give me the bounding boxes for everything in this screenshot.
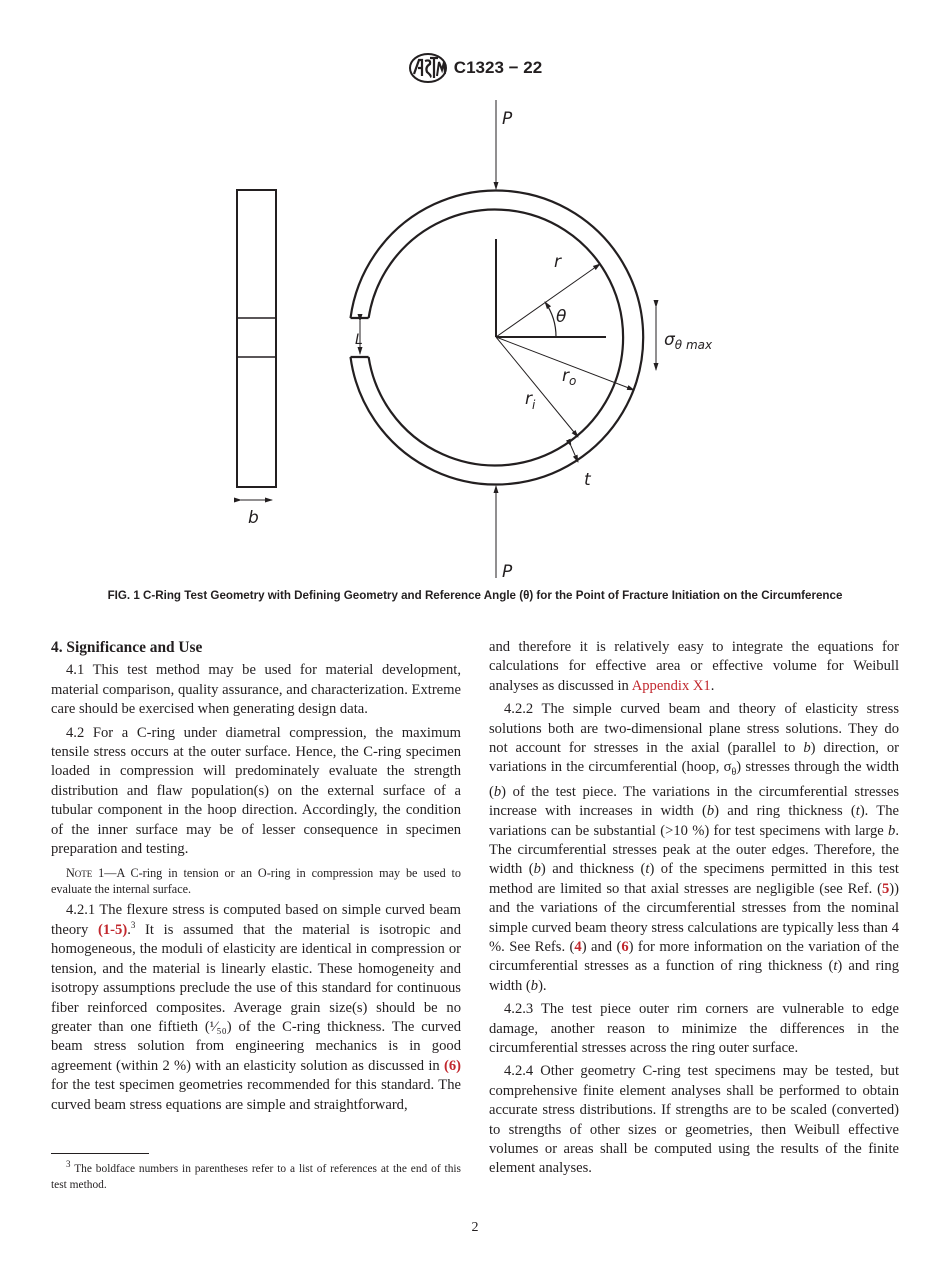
reference-link-1-5[interactable]: (1-5) bbox=[98, 921, 128, 938]
text-span: ). The variations can be substantial (>10 %) for test specimens with large bbox=[489, 803, 899, 839]
text-span: ) of the test piece. The variations in the circumferential stresses increase with increases in width ( bbox=[489, 783, 899, 820]
var-b: b bbox=[888, 822, 896, 839]
text-span: 4.2.2 The simple curved beam and theory of elasticity stress solutions both are two-dimensional plane stress solutions. They do not account for stresses in the axial (parallel to bbox=[489, 701, 899, 757]
var-t: t bbox=[855, 803, 860, 820]
side-view-specimen bbox=[237, 190, 276, 500]
note-label: Note 1 bbox=[66, 866, 105, 881]
footnote-mark: 3 bbox=[66, 1159, 71, 1170]
text-span: ) direction, or variations in the circumferential (hoop, σ bbox=[489, 740, 899, 776]
paragraph-4-2-2 bbox=[489, 700, 899, 996]
radius-label: r bbox=[554, 252, 561, 272]
var-t: t bbox=[833, 958, 838, 975]
text-span: ) for more information on the variation of the circumferential stresses as a function of ring thickness ( bbox=[489, 939, 899, 975]
width-label: b bbox=[248, 508, 259, 528]
footnote-3 bbox=[51, 1159, 461, 1193]
footnote-divider bbox=[51, 1153, 149, 1154]
paragraph-4-1: 4.1 This test method may be used for material development, material comparison, quality assurance, and characterization. Extreme care should be exercised when generating design data. bbox=[51, 662, 461, 718]
paragraph-4-2-4: 4.2.4 Other geometry C-ring test specimens may be tested, but comprehensive finite element analyses shall be performed to obtain accurate stress distributions. If strengths are to be scaled (converted) to strengths of other sizes or geometries, then Weibull effective volumes or areas shall be computed using the results of the finite element analyses. bbox=[489, 1063, 899, 1177]
appendix-x1-link[interactable]: Appendix X1 bbox=[631, 677, 711, 694]
astm-logo-icon bbox=[408, 52, 448, 84]
reference-link-6[interactable]: 6 bbox=[621, 939, 629, 955]
load-bottom-label: P bbox=[502, 562, 513, 582]
paragraph-4-2: 4.2 For a C-ring under diametral compression, the maximum tensile stress occurs at the outer surface. Hence, the C-ring specimen loaded in compression will predominately evaluate the strength distribution and flaw population(s) on the external surface of a tubular component in the hoop direction. Accordingly, the condition of the inner surface may be of lesser consequence in specimen preparation and testing. bbox=[51, 724, 461, 858]
text-span: ) of the specimens permitted in this test method are limited so that axial stresses are negligible (see Ref. ( bbox=[489, 861, 899, 897]
reference-link-4[interactable]: 4 bbox=[574, 939, 582, 955]
var-b: b bbox=[803, 740, 811, 757]
paragraph-4-2-1 bbox=[51, 901, 461, 1114]
footnote-marker[interactable]: 3 bbox=[130, 920, 136, 931]
text-span: ) and thickness ( bbox=[540, 861, 646, 878]
text-span: and therefore it is relatively easy to integrate the equations for calculations for effective area or effective volume for Weibull analyses as discussed in bbox=[489, 639, 899, 694]
text-span: 4.2.1 The flexure stress is computed based on simple curved beam theory bbox=[51, 902, 461, 938]
footnote-text: The boldface numbers in parentheses refer to a list of references at the end of this test method. bbox=[51, 1163, 461, 1191]
text-span: ) and ( bbox=[581, 939, 622, 955]
paragraph-4-2-3: 4.2.3 The test piece outer rim corners are vulnerable to edge damage, another reason to minimize the differences in the circumferential stresses across the ring outer surface. bbox=[489, 1001, 899, 1057]
var-t: t bbox=[645, 861, 650, 878]
standard-code: C1323 − 22 bbox=[453, 58, 543, 77]
inner-radius-label: $r_i$ bbox=[525, 389, 536, 412]
note-1 bbox=[51, 865, 461, 897]
sigma-subscript: θ bbox=[731, 767, 737, 779]
c-ring-figure bbox=[0, 95, 950, 585]
text-span: . bbox=[710, 677, 715, 694]
right-column bbox=[489, 638, 899, 1183]
text-span: It is assumed that the material is isotropic and homogeneous, the moduli of elasticity are identical in compression or tension, and the material is linearly elastic. These homogeneity and isotropy assumptions preclude the use of this standard for continuous fiber reinforced composites. Average grain size(s) should be no greater than one fiftieth (¹⁄₅₀) of the C-ring thickness. The curved beam stress solution from engineering mechanics is in good agreement (within 2 %) with an elasticity solution as discussed in bbox=[51, 921, 462, 1074]
text-span: . The circumferential stresses peak at the outer edges. Therefore, the width ( bbox=[489, 822, 899, 878]
var-b: b bbox=[493, 783, 502, 800]
text-span: ) and ring thickness ( bbox=[714, 803, 856, 820]
reference-link-6[interactable]: (6) bbox=[443, 1057, 461, 1074]
figure-caption: FIG. 1 C-Ring Test Geometry with Defining Geometry and Reference Angle (θ) for the Point of Fracture Initiation on the Circumference bbox=[107, 589, 843, 602]
var-b: b bbox=[530, 977, 539, 994]
outer-radius-label: $r_o$ bbox=[562, 366, 577, 388]
reference-link-5[interactable]: 5 bbox=[881, 880, 890, 897]
left-column bbox=[51, 638, 461, 1119]
gap-label: L bbox=[355, 332, 363, 348]
thickness-label: t bbox=[584, 470, 591, 490]
text-span: ) and ring width ( bbox=[489, 958, 899, 994]
page-header bbox=[0, 52, 950, 89]
note-text: —A C-ring in tension or an O-ring in compression may be used to evaluate the internal surface. bbox=[51, 866, 462, 897]
var-b: b bbox=[706, 803, 715, 820]
text-span: for the test specimen geometries recommended for this standard. The curved beam stress equations are simple and straightforward, bbox=[51, 1077, 461, 1113]
page-number: 2 bbox=[471, 1220, 479, 1235]
text-span: ). bbox=[538, 977, 547, 994]
paragraph-continuation bbox=[489, 638, 899, 696]
var-b: b bbox=[533, 861, 541, 878]
angle-label: θ bbox=[556, 307, 567, 327]
text-span: ) stresses through the width ( bbox=[489, 759, 899, 800]
section-title: 4. Significance and Use bbox=[51, 639, 203, 656]
text-span: )) and the variations of the circumferential stresses from the nominal simple curved beam theory stress calculations are typically less than 4 %. See Refs. ( bbox=[489, 880, 899, 955]
stress-label: $\sigma_{\theta max}$ bbox=[664, 330, 713, 352]
text-span: . bbox=[127, 921, 131, 938]
load-top-label: P bbox=[502, 109, 513, 129]
